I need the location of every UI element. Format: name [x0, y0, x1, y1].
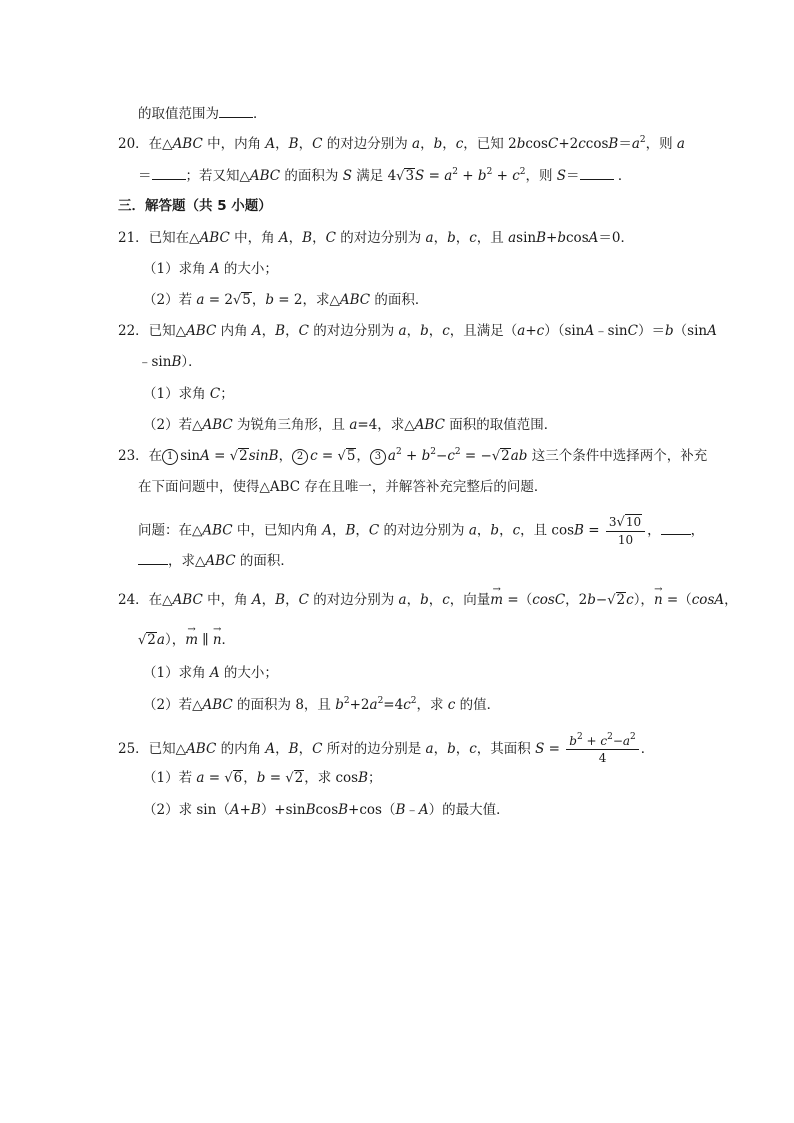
question-21-part-2: （2）若 a = 2√5，b = 2，求△ABC 的面积．: [143, 292, 429, 308]
answer-blank[interactable]: [219, 103, 253, 118]
question-22-stem-cont: ﹣sinB）．: [138, 354, 202, 370]
question-21-part-1: （1）求角 A 的大小；: [143, 261, 278, 277]
answer-blank[interactable]: [661, 520, 691, 535]
circled-number: 1: [162, 449, 178, 465]
question-20-line-1: 20．在△ABC 中，内角 A，B，C 的对边分别为 a，b，c，已知 $2bcosC+2ccosB=a^2$，则 a: [118, 135, 685, 152]
question-24-stem-cont: √2a）， → m ∥ → n．: [138, 624, 236, 648]
question-22-part-1: （1）求角 C；: [143, 386, 234, 402]
line-range-prompt: 的取值范围为 ．: [138, 103, 267, 124]
question-22-stem: 22．已知△ABC 内角 A，B，C 的对边分别为 a，b，c，且满足（a+c）（sinA﹣sinC）＝b（sinA: [118, 323, 717, 339]
vector-n: → n: [653, 584, 663, 608]
question-22-part-2: （2）若△ABC 为锐角三角形，且 a=4，求△ABC 面积的取值范围．: [143, 417, 558, 433]
vector-n: → n: [212, 624, 222, 648]
question-24-part-1: （1）求角 A 的大小；: [143, 665, 278, 681]
circled-number: 3: [370, 449, 386, 465]
question-23-stem-cont: 在下面问题中，使得△ABC 存在且唯一，并解答补充完整后的问题．: [138, 479, 548, 495]
question-25-stem: 25．已知△ABC 的内角 A，B，C 所对的边分别是 a，b，c，其面积 S = $\frac{b^2 + c^2-a^2}{4}$ ．: [118, 732, 655, 765]
fraction-cosb: $\frac{3√10}{10}$: [606, 514, 645, 548]
question-25-part-1: （1）若 a = √6，b = √2，求 cosB；: [143, 770, 382, 786]
question-23-stem: 23．在 1 sinA = √2sinB， 2 c = √5， 3 $a^2 + b^2-c^2 = -√2ab$ 这三个条件中选择两个，补充: [118, 447, 708, 464]
question-20-line-2: ＝ ；若又知△ABC 的面积为 S 满足 $4√3S = a^2 + b^2 + c^2$，则 S＝ ．: [138, 167, 632, 184]
vector-m: → m: [185, 624, 199, 648]
question-23-problem: 问题：在△ABC 中，已知内角 A，B，C 的对边分别为 a，b，c，且 cosB = $\frac{3√10}{10}$ ， ，: [138, 515, 705, 547]
answer-blank[interactable]: [152, 165, 186, 180]
question-24-stem: 24．在△ABC 中，角 A，B，C 的对边分别为 a，b，c，向量 → m =（cosC，2b−√2c）， → n =（cosA，: [118, 584, 738, 608]
question-25-part-2: （2）求 sin（A+B）+sinBcosB+cos（B﹣A）的最大值．: [143, 802, 510, 818]
circled-number: 2: [292, 449, 308, 465]
question-23-problem-cont: ，求△ABC 的面积．: [138, 550, 294, 571]
question-21-stem: 21．已知在△ABC 中，角 A，B，C 的对边分别为 a，b，c，且 asinB+bcosA＝0．: [118, 230, 634, 246]
fraction-area: $\frac{b^2 + c^2-a^2}{4}$: [566, 733, 639, 766]
section-title: 三．解答题（共 5 小题）: [118, 198, 272, 214]
answer-blank[interactable]: [580, 165, 614, 180]
vector-m: → m: [490, 584, 504, 608]
question-24-part-2: （2）若△ABC 的面积为 8，且 $b^2+2a^2=4c^2$，求 c 的值．: [143, 696, 501, 713]
answer-blank[interactable]: [138, 550, 168, 565]
